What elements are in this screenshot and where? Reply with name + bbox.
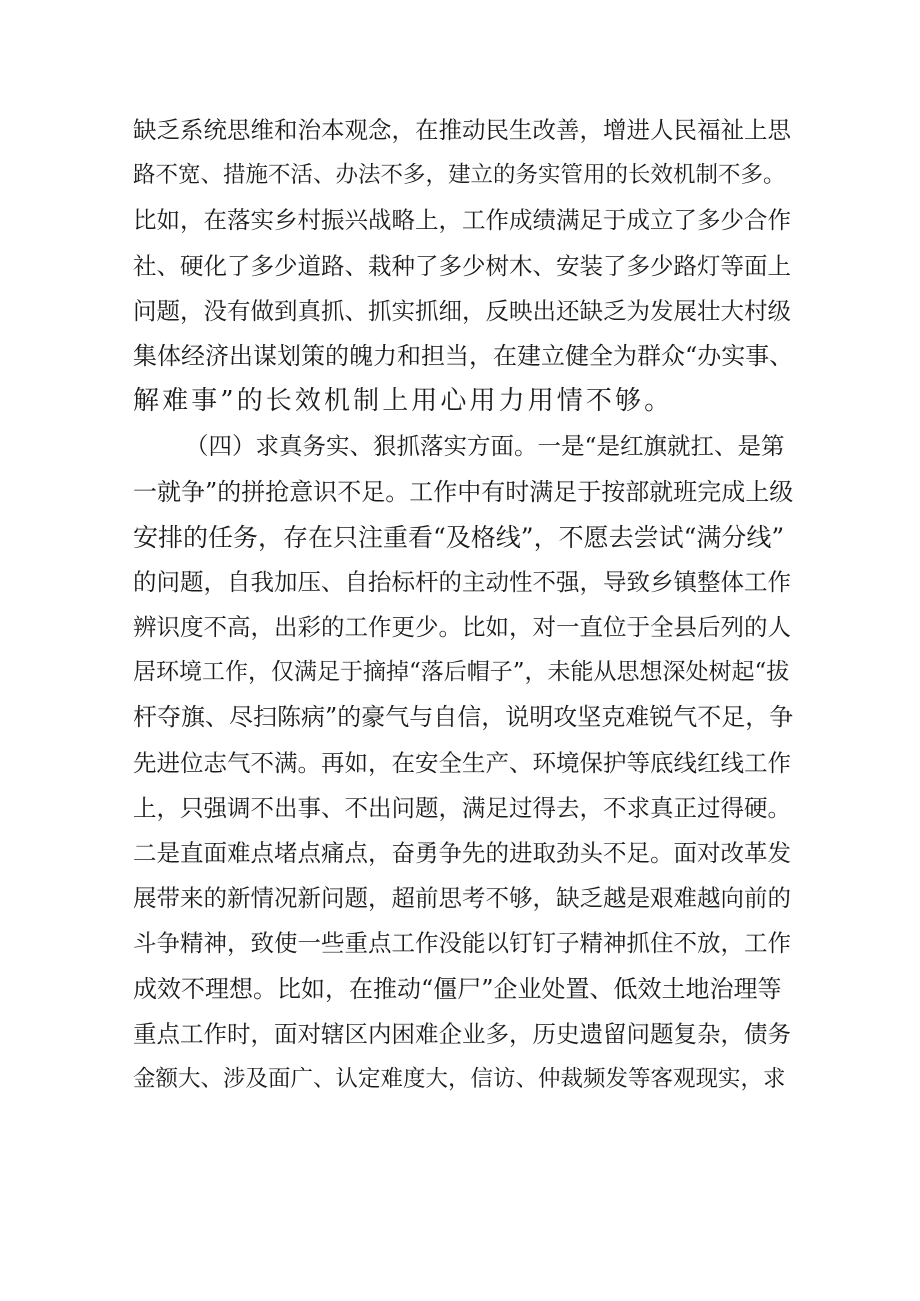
text-line: 解难事”的长效机制上用心用力用情不够。 xyxy=(133,386,674,417)
text-line: 重点工作时，面对辖区内困难企业多，历史遗留问题复杂，债务 xyxy=(133,1019,791,1048)
text-line: 辨识度不高，出彩的工作更少。比如，对一直位于全县后列的人 xyxy=(133,613,791,642)
text-line: 安排的任务，存在只注重看“及格线”，不愿去尝试“满分线” xyxy=(133,522,785,552)
text-line: 的问题，自我加压、自抬标杆的主动性不强，导致乡镇整体工作 xyxy=(133,567,791,596)
section-heading-line: （四）求真务实、狠抓落实方面。一是“是红旗就扛、是第 xyxy=(185,432,785,461)
text-line: 问题，没有做到真抓、抓实抓细，反映出还缺乏为发展壮大村级 xyxy=(133,296,791,325)
text-line: 杆夺旗、尽扫陈病”的豪气与自信，说明攻坚克难锐气不足，争 xyxy=(133,703,794,732)
text-line: 成效不理想。比如，在推动“僵尸”企业处置、低效土地治理等 xyxy=(133,974,782,1003)
body-text xyxy=(133,108,793,1102)
text-line: 居环境工作，仅满足于摘掉“落后帽子”，未能从思想深处树起“拔 xyxy=(133,659,790,686)
text-line: 路不宽、措施不活、办法不多，建立的务实管用的长效机制不多。 xyxy=(133,162,786,189)
text-line: 一就争”的拼抢意识不足。工作中有时满足于按部就班完成上级 xyxy=(133,477,794,506)
text-line: 金额大、涉及面广、认定难度大，信访、仲裁频发等客观现实，求 xyxy=(133,1065,786,1092)
text-line: 展带来的新情况新问题，超前思考不够，缺乏越是艰难越向前的 xyxy=(133,884,791,913)
text-line: 斗争精神，致使一些重点工作没能以钉钉子精神抓住不放，工作 xyxy=(133,929,791,958)
text-line: 社、硬化了多少道路、栽种了多少树木、安装了多少路灯等面上 xyxy=(133,251,791,280)
text-line: 二是直面难点堵点痛点，奋勇争先的进取劲头不足。面对改革发 xyxy=(133,839,791,867)
text-line: 缺乏系统思维和治本观念，在推动民生改善，增进人民福祉上思 xyxy=(133,116,791,144)
text-line: 比如，在落实乡村振兴战略上，工作成绩满足于成立了多少合作 xyxy=(133,206,791,235)
text-line: 集体经济出谋划策的魄力和担当，在建立健全为群众“办实事、 xyxy=(133,341,794,370)
text-line: 上，只强调不出事、不出问题，满足过得去，不求真正过得硬。 xyxy=(133,793,791,822)
text-line: 先进位志气不满。再如，在安全生产、环境保护等底线红线工作 xyxy=(133,748,791,777)
